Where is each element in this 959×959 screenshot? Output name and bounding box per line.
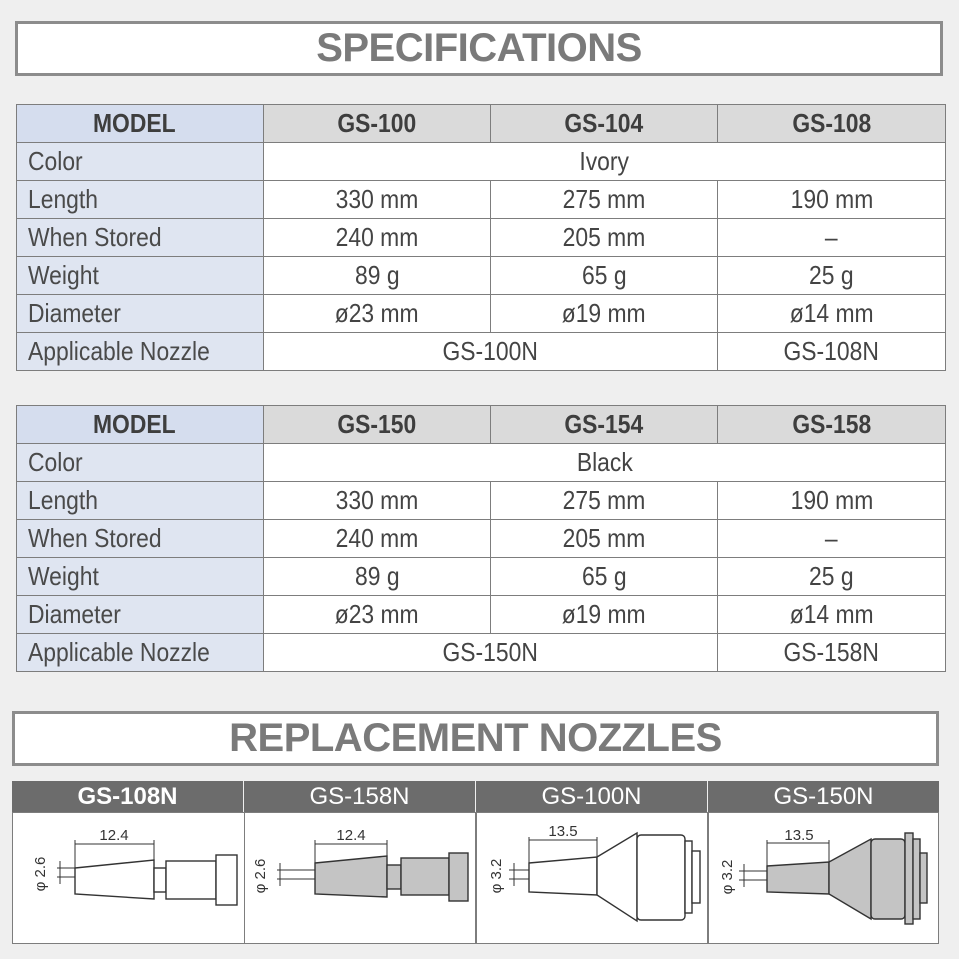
table-row: [17, 181, 946, 219]
weight-value: 65 g: [491, 558, 718, 596]
length-dimension: 13.5: [784, 827, 814, 844]
nozzle-value: GS-158N: [718, 634, 946, 672]
specifications-title: SPECIFICATIONS: [316, 26, 642, 70]
stored-value: –: [718, 520, 946, 558]
diameter-label: Diameter: [17, 295, 264, 333]
diameter-dimension: φ 2.6: [32, 856, 49, 892]
spec-table-ivory: [16, 104, 946, 371]
stored-label: When Stored: [17, 219, 264, 257]
model-header: MODEL: [17, 105, 264, 143]
stored-value: 240 mm: [264, 520, 491, 558]
nozzle-outline: [767, 833, 927, 924]
nozzle-value: GS-100N: [264, 333, 718, 371]
color-label: Color: [17, 143, 264, 181]
model-gs-150: GS-150: [264, 406, 491, 444]
color-value: Black: [264, 444, 946, 482]
length-label: Length: [17, 181, 264, 219]
nozzle-label: Applicable Nozzle: [17, 634, 264, 672]
weight-value: 65 g: [491, 257, 718, 295]
table-header-row: [17, 406, 946, 444]
stored-label: When Stored: [17, 520, 264, 558]
weight-label: Weight: [17, 558, 264, 596]
stored-value: –: [718, 219, 946, 257]
nozzle-diagram: [477, 813, 707, 943]
stored-value: 240 mm: [264, 219, 491, 257]
model-header: MODEL: [17, 406, 264, 444]
length-dimension: 12.4: [336, 827, 366, 844]
nozzle-diagram: [709, 813, 938, 943]
nozzle-drawing-gs-150n: [708, 812, 939, 944]
nozzle-outline: [75, 855, 237, 905]
length-dimension: 13.5: [548, 823, 578, 840]
nozzle-section: [12, 781, 939, 945]
table-row: [17, 634, 946, 672]
diameter-value: ø14 mm: [718, 596, 946, 634]
length-dimension: 12.4: [99, 827, 129, 844]
diameter-value: ø23 mm: [264, 596, 491, 634]
diameter-dimension: φ 3.2: [719, 859, 736, 895]
nozzle-value: GS-150N: [264, 634, 718, 672]
nozzle-value: GS-108N: [718, 333, 946, 371]
model-gs-100: GS-100: [264, 105, 491, 143]
table-row: [17, 333, 946, 371]
table-row: [17, 558, 946, 596]
weight-value: 25 g: [718, 558, 946, 596]
weight-label: Weight: [17, 257, 264, 295]
table-header-row: [17, 105, 946, 143]
model-gs-158: GS-158: [718, 406, 946, 444]
stored-value: 205 mm: [491, 520, 718, 558]
diameter-dimension: φ 3.2: [488, 858, 505, 894]
nozzle-outline: [529, 833, 700, 921]
diameter-label: Diameter: [17, 596, 264, 634]
weight-value: 25 g: [718, 257, 946, 295]
nozzle-diagram: [245, 813, 475, 943]
color-value: Ivory: [264, 143, 946, 181]
length-value: 330 mm: [264, 181, 491, 219]
stored-value: 205 mm: [491, 219, 718, 257]
specifications-title-box: [15, 21, 943, 76]
length-value: 330 mm: [264, 482, 491, 520]
diameter-value: ø23 mm: [264, 295, 491, 333]
nozzle-header: GS-100N: [476, 781, 707, 812]
table-row: [17, 520, 946, 558]
weight-value: 89 g: [264, 257, 491, 295]
replacement-nozzles-title-box: [12, 711, 939, 766]
table-row: [17, 444, 946, 482]
length-value: 275 mm: [491, 482, 718, 520]
table-row: [17, 482, 946, 520]
length-value: 190 mm: [718, 181, 946, 219]
nozzle-drawing-gs-108n: [12, 812, 245, 944]
diameter-value: ø14 mm: [718, 295, 946, 333]
length-value: 190 mm: [718, 482, 946, 520]
model-gs-154: GS-154: [491, 406, 718, 444]
model-gs-108: GS-108: [718, 105, 946, 143]
replacement-nozzles-title: REPLACEMENT NOZZLES: [229, 716, 722, 760]
nozzle-header: GS-108N: [12, 781, 243, 812]
color-label: Color: [17, 444, 264, 482]
table-row: [17, 295, 946, 333]
weight-value: 89 g: [264, 558, 491, 596]
table-row: [17, 143, 946, 181]
table-row: [17, 219, 946, 257]
length-label: Length: [17, 482, 264, 520]
nozzle-drawing-gs-100n: [476, 812, 708, 944]
table-row: [17, 596, 946, 634]
nozzle-header: GS-158N: [244, 781, 475, 812]
nozzle-header: GS-150N: [708, 781, 939, 812]
nozzle-diagram: [13, 813, 244, 943]
diameter-value: ø19 mm: [491, 596, 718, 634]
length-value: 275 mm: [491, 181, 718, 219]
spec-table-black: [16, 405, 946, 672]
diameter-value: ø19 mm: [491, 295, 718, 333]
nozzle-drawing-gs-158n: [244, 812, 476, 944]
nozzle-label: Applicable Nozzle: [17, 333, 264, 371]
model-gs-104: GS-104: [491, 105, 718, 143]
table-row: [17, 257, 946, 295]
diameter-dimension: φ 2.6: [252, 858, 269, 894]
nozzle-outline: [315, 853, 468, 901]
